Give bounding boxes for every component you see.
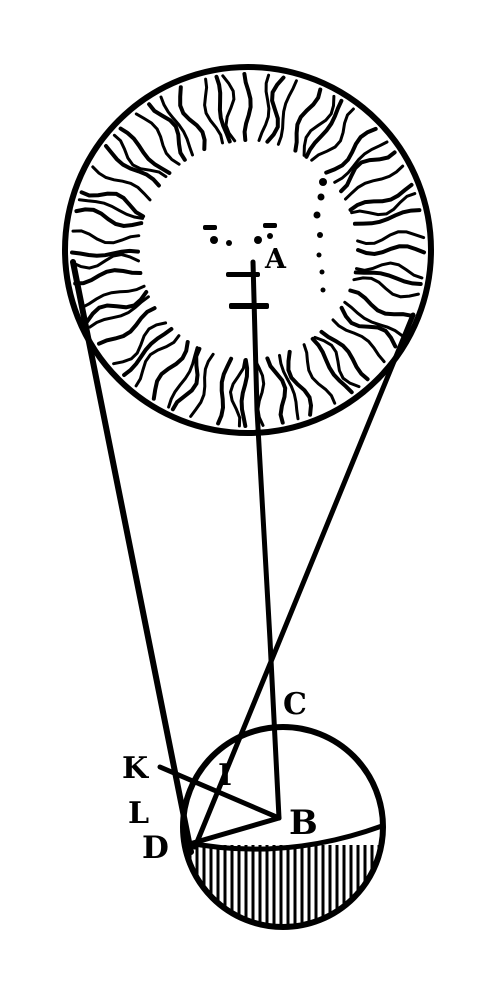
label-C: C <box>283 687 307 722</box>
label-L: L <box>128 796 150 831</box>
sun-ray <box>218 359 231 424</box>
sun-inner-disc <box>140 142 356 358</box>
sun <box>65 67 431 433</box>
sun-ray <box>358 232 424 244</box>
sun-ray <box>358 246 424 254</box>
sun-ray <box>322 332 368 379</box>
sphere-outline <box>183 727 383 927</box>
sphere-shadow-hatching <box>190 845 379 930</box>
sun-ray <box>82 192 144 216</box>
label-K: K <box>122 751 149 786</box>
sun-ray <box>75 270 140 283</box>
sun-ray <box>278 81 296 145</box>
label-D: D <box>142 830 169 866</box>
sphere <box>183 727 383 930</box>
sun-ray <box>244 74 250 140</box>
sun-ray <box>351 185 412 210</box>
sun-ray <box>180 87 204 149</box>
label-I: I <box>218 758 233 793</box>
sun-ray <box>350 291 411 316</box>
label-B: B <box>289 803 318 843</box>
sun-ray <box>73 231 139 243</box>
sun-ray <box>259 75 269 140</box>
sun-ray <box>124 329 171 375</box>
label-A: A <box>265 244 286 275</box>
sun-ray <box>76 209 141 226</box>
